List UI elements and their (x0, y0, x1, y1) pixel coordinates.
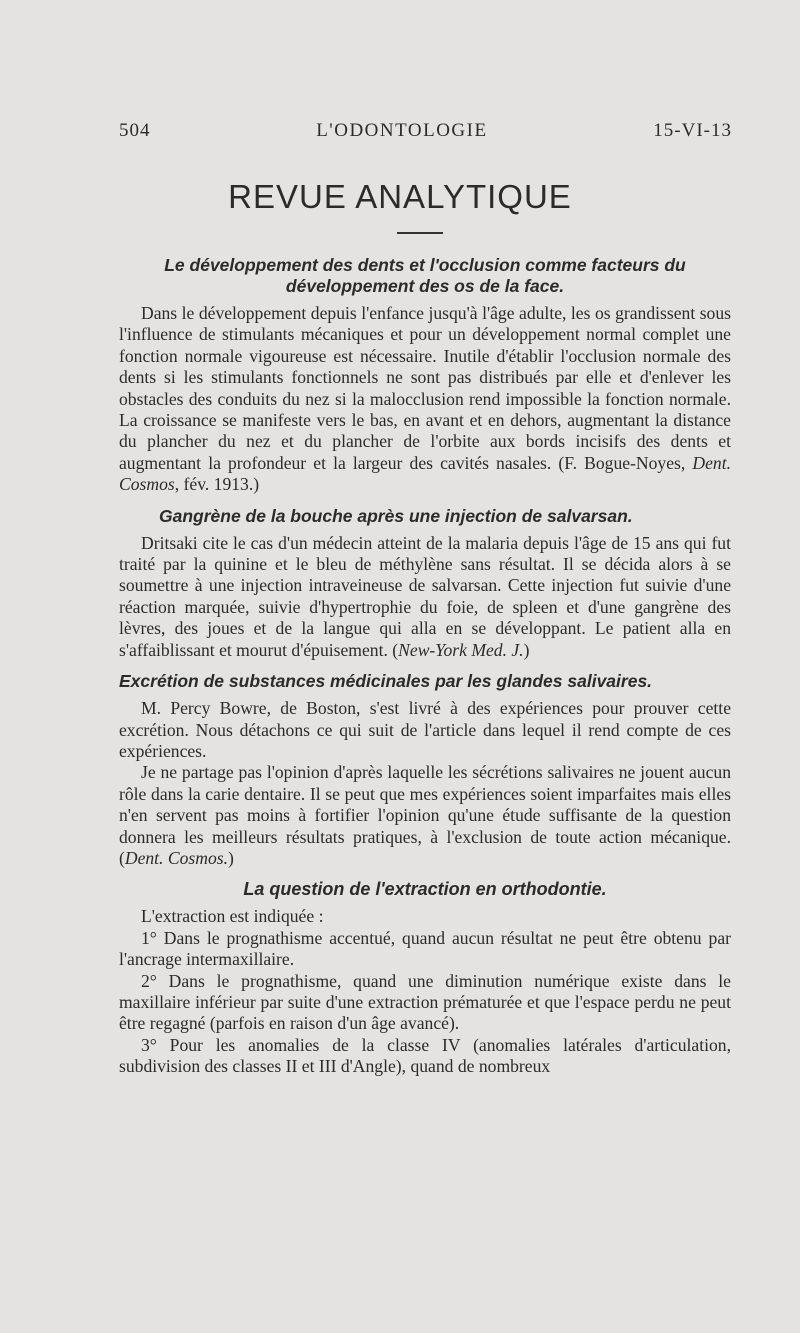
article-heading: Le développement des dents et l'occlusion comme facteurs du développement des os de la face. (164, 255, 686, 296)
list-item: 3° Pour les anomalies de la classe IV (anomalies latérales d'articulation, subdivision des classes II et III d'Angle), quand de nombreux (119, 1034, 731, 1077)
source-citation: Dent. Cosmos (119, 452, 731, 495)
article-heading: Gangrène de la bouche après une injection de salvarsan. (159, 505, 633, 526)
article-heading: La question de l'extraction en orthodontie. (243, 879, 607, 900)
source-citation: Dent. Cosmos. (124, 847, 228, 868)
article-paragraph: L'extraction est indiquée : (141, 906, 324, 927)
page-title: REVUE ANALYTIQUE (228, 178, 572, 215)
article-column (119, 255, 731, 1078)
issue-date: 15-VI-13 (653, 120, 732, 141)
running-head (119, 120, 732, 142)
article-paragraph: M. Percy Bowre, de Boston, s'est livré à des expériences pour prouver cette excrétion. Nous détachons ce qui suit de l'article dans lequel il rend compte de ces expériences. (119, 698, 731, 761)
source-citation: New-York Med. J. (398, 639, 524, 660)
article-heading: Excrétion de substances médicinales par les glandes salivaires. (119, 671, 653, 692)
article-paragraph: Je ne partage pas l'opinion d'après laquelle les sécrétions salivaires ne jouent aucun rôle dans la carie dentaire. Il se peut que mes expériences soient imparfaites mais elles n'en servent pas moins à fortifier l'opinion qu'une étude suffisante de la question donnera les meilleurs résultats pratiques, à l'exclusion de toute action mécanique. (Dent. Cosmos.) (119, 762, 731, 868)
page-number: 504 (119, 120, 151, 141)
article-paragraph: Dans le développement depuis l'enfance jusqu'à l'âge adulte, les os grandissent sous l'influence de stimulants mécaniques et pour un développement normal complet une fonction normale vigoureuse est nécessaire. Inutile d'établir l'occlusion normale des dents si les stimulants fonctionnels ne sont pas distribués par elle et d'enlever les obstacles des conduits du nez si la malocclusion rend impossible la fonction normale. La croissance se manifeste vers le bas, en avant et en dehors, augmentant la distance du plancher du nez et du plancher de l'orbite aux bords incisifs des dents et augmentant la profondeur et la largeur des cavités nasales. (F. Bogue-Noyes, Dent. Cosmos, fév. 1913.) (119, 303, 731, 495)
journal-title: L'ODONTOLOGIE (316, 120, 488, 141)
list-item: 2° Dans le prognathisme, quand une diminution numérique existe dans le maxillaire inférieur par suite d'une extraction prématurée et que l'espace perdu ne peut être regagné (parfois en raison d'un âge avancé). (119, 970, 731, 1034)
list-item: 1° Dans le prognathisme accentué, quand aucun résultat ne peut être obtenu par l'ancrage intermaxillaire. (119, 927, 731, 970)
article-paragraph: Dritsaki cite le cas d'un médecin atteint de la malaria depuis l'âge de 15 ans qui fut traité par la quinine et le bleu de méthylène sans résultat. Il se décida alors à se soumettre à une injection intraveineuse de salvarsan. Cette injection fut suivie d'une réaction marquée, suivie d'hypertrophie du foie, de spleen et d'une gangrène des lèvres, des joues et de la langue qui alla en se développant. Le patient alla en s'affaiblissant et mourut d'épuisement. (New-York Med. J.) (119, 532, 731, 660)
title-rule (397, 232, 443, 234)
